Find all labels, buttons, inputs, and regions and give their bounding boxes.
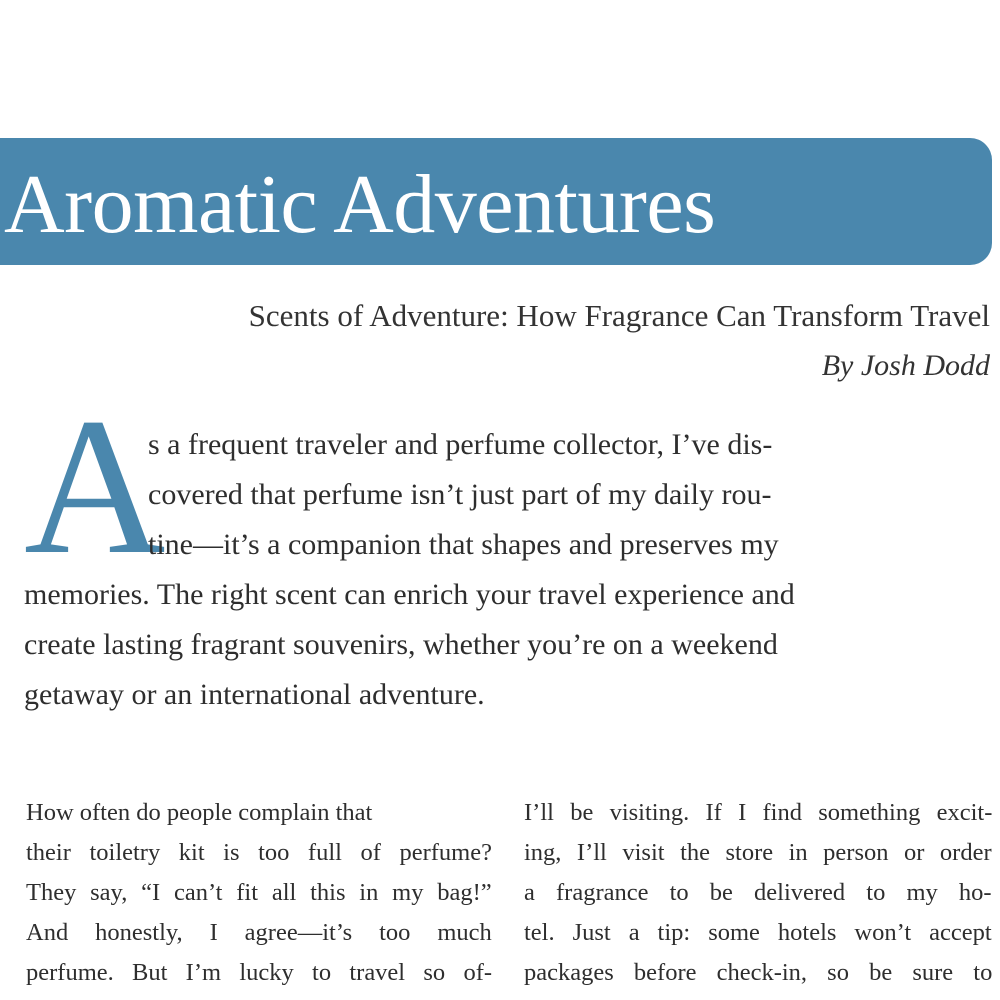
intro-line: memories. The right scent can enrich your travel experience and bbox=[24, 578, 795, 611]
article-byline: By Josh Dodd bbox=[821, 349, 990, 382]
right-column-line: a fragrance to be delivered to my ho- bbox=[524, 879, 992, 906]
drop-cap: A bbox=[24, 378, 166, 595]
left-column-line: They say, “I can’t fit all this in my bag!” bbox=[26, 879, 492, 906]
intro-line: tine—it’s a companion that shapes and preserves my bbox=[148, 528, 779, 561]
right-column-line: I’ll be visiting. If I find something excit- bbox=[524, 799, 993, 826]
intro-line: create lasting fragrant souvenirs, whether you’re on a weekend bbox=[24, 628, 778, 661]
right-column-line: ing, I’ll visit the store in person or order bbox=[524, 839, 992, 866]
left-column-line: And honestly, I agree—it’s too much bbox=[26, 919, 492, 946]
intro-line: getaway or an international adventure. bbox=[24, 678, 485, 711]
left-column-line: perfume. But I’m lucky to travel so of- bbox=[26, 959, 493, 986]
left-column-line: How often do people complain that bbox=[26, 799, 373, 826]
intro-line: s a frequent traveler and perfume collector, I’ve dis- bbox=[148, 428, 773, 461]
article-subtitle: Scents of Adventure: How Fragrance Can Transform Travel bbox=[248, 298, 990, 333]
right-column-line: tel. Just a tip: some hotels won’t accept bbox=[524, 919, 992, 946]
left-column-line: their toiletry kit is too full of perfume? bbox=[26, 839, 492, 866]
right-column-line: packages before check-in, so be sure to bbox=[524, 959, 993, 986]
article-title: Aromatic Adventures bbox=[4, 158, 716, 251]
intro-line: covered that perfume isn’t just part of my daily rou- bbox=[148, 478, 772, 511]
